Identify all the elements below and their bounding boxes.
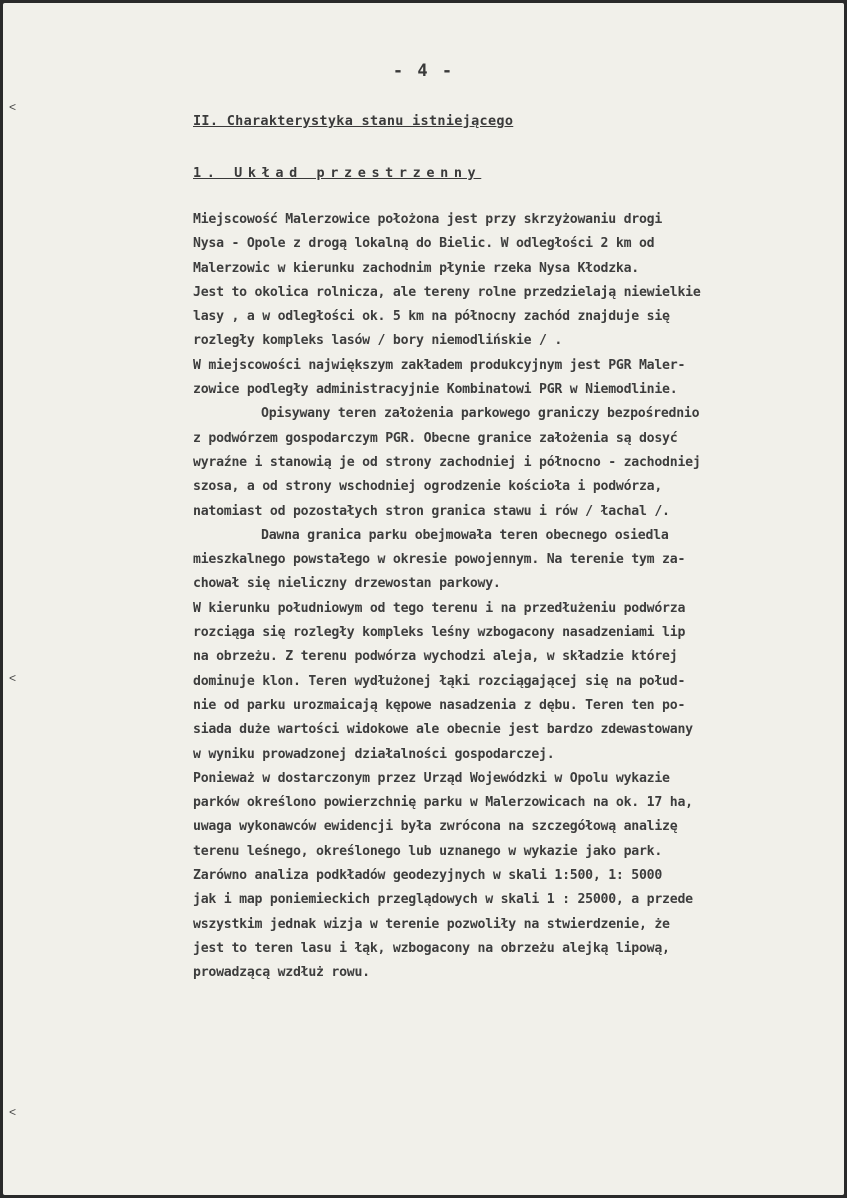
- text-line: Opisywany teren założenia parkowego graniczy bezpośrednio: [261, 406, 700, 422]
- text-line: parków określono powierzchnię parku w Malerzowicach na ok. 17 ha,: [193, 795, 693, 811]
- text-line: natomiast od pozostałych stron granica stawu i rów / łachal /.: [193, 503, 670, 519]
- text-line: jest to teren lasu i łąk, wzbogacony na obrzeżu alejką lipową,: [193, 940, 670, 956]
- text-line: Jest to okolica rolnicza, ale tereny rolne przedzielają niewielkie: [193, 284, 701, 300]
- section-title: II. Charakterystyka stanu istniejącego: [193, 113, 514, 129]
- text-line: nie od parku urozmaicają kępowe nasadzenia z dębu. Teren ten po-: [193, 697, 686, 713]
- body-text: [193, 208, 813, 986]
- text-line: na obrzeżu. Z terenu podwórza wychodzi aleja, w składzie której: [193, 649, 678, 665]
- text-line: prowadzącą wzdłuż rowu.: [193, 965, 370, 981]
- text-line: chował się nieliczny drzewostan parkowy.: [193, 576, 501, 592]
- margin-mark: ˂: [9, 671, 17, 685]
- document-page: [3, 3, 844, 1195]
- text-line: rozciąga się rozległy kompleks leśny wzbogacony nasadzeniami lip: [193, 625, 686, 641]
- page-number: - 4 -: [392, 61, 455, 81]
- text-line: jak i map poniemieckich przeglądowych w skali 1 : 25000, a przede: [193, 892, 693, 908]
- text-line: wszystkim jednak wizja w terenie pozwoliły na stwierdzenie, że: [193, 916, 670, 932]
- text-line: rozległy kompleks lasów / bory niemodlińskie / .: [193, 333, 563, 349]
- subsection-title: 1. Układ przestrzenny: [193, 165, 482, 181]
- text-line: szosa, a od strony wschodniej ogrodzenie kościoła i podwórza,: [193, 479, 663, 495]
- text-line: Miejscowość Malerzowice położona jest przy skrzyżowaniu drogi: [193, 212, 663, 227]
- text-line: terenu leśnego, określonego lub uznanego w wykazie jako park.: [193, 843, 663, 859]
- text-line: lasy , a w odległości ok. 5 km na północny zachód znajduje się: [193, 309, 670, 325]
- text-line: W miejscowości największym zakładem produkcyjnym jest PGR Maler-: [193, 357, 686, 373]
- text-line: Ponieważ w dostarczonym przez Urząd Wojewódzki w Opolu wykazie: [193, 770, 670, 786]
- text-line: mieszkalnego powstałego w okresie powojennym. Na terenie tym za-: [193, 552, 686, 568]
- text-line: Nysa - Opole z drogą lokalną do Bielic. W odległości 2 km od: [193, 236, 655, 252]
- text-line: siada duże wartości widokowe ale obecnie jest bardzo zdewastowany: [193, 722, 693, 738]
- margin-mark: ˂: [9, 100, 17, 114]
- text-line: w wyniku prowadzonej działalności gospodarczej.: [193, 746, 555, 762]
- text-line: Dawna granica parku obejmowała teren obecnego osiedla: [261, 527, 669, 543]
- text-line: W kierunku południowym od tego terenu i na przedłużeniu podwórza: [193, 600, 686, 616]
- text-line: Malerzowic w kierunku zachodnim płynie rzeka Nysa Kłodzka.: [193, 260, 639, 276]
- text-line: zowice podległy administracyjnie Kombinatowi PGR w Niemodlinie.: [193, 382, 678, 398]
- text-line: uwaga wykonawców ewidencji była zwrócona na szczegółową analizę: [193, 819, 678, 835]
- text-line: wyraźne i stanowią je od strony zachodniej i północno - zachodniej: [193, 454, 701, 470]
- text-line: dominuje klon. Teren wydłużonej łąki rozciągającej się na połud-: [193, 673, 686, 689]
- text-line: Zarówno analiza podkładów geodezyjnych w skali 1:500, 1: 5000: [193, 868, 663, 884]
- margin-mark: ˂: [9, 1105, 17, 1119]
- text-line: z podwórzem gospodarczym PGR. Obecne granice założenia są dosyć: [193, 430, 678, 446]
